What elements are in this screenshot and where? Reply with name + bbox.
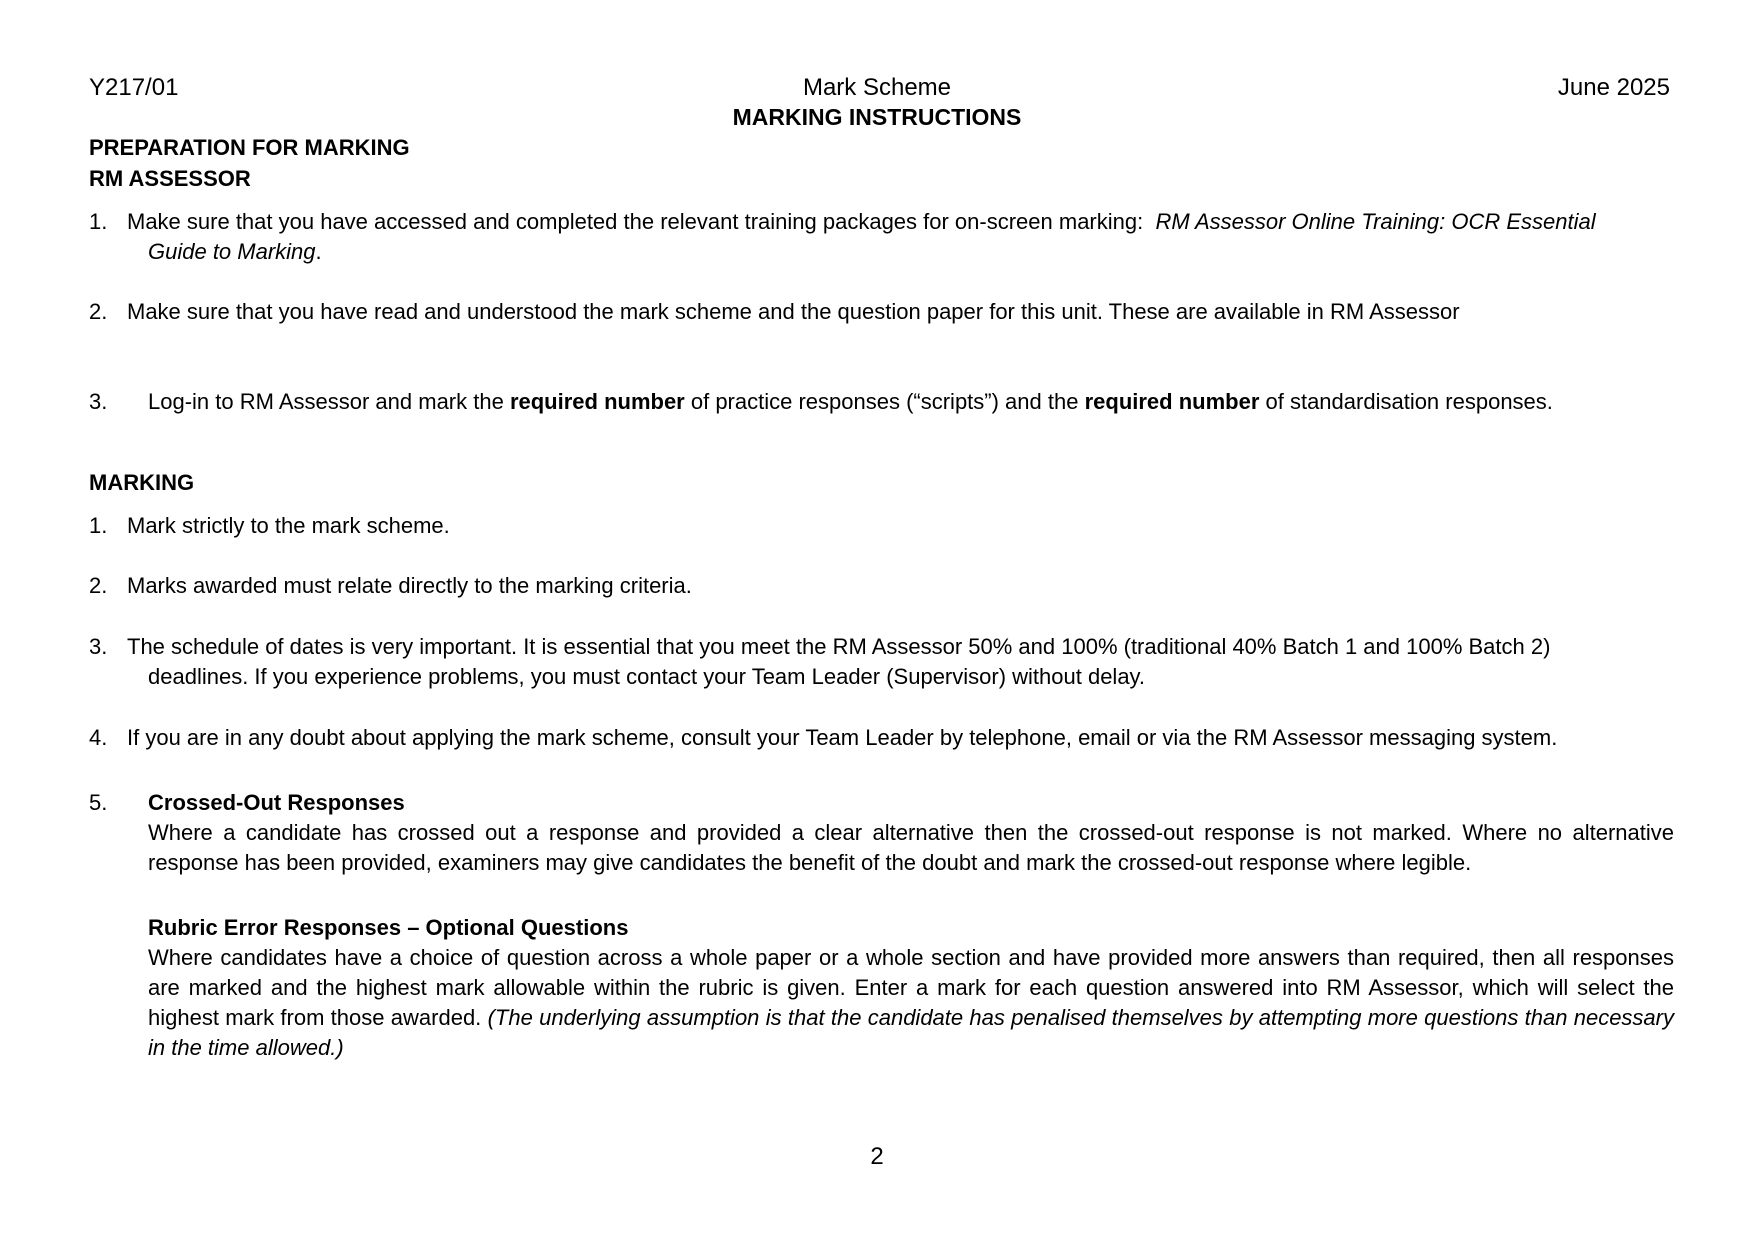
item-number: 2. [89,299,108,324]
item-text: If you are in any doubt about applying the mark scheme, consult your Team Leader by telephone, email or via the RM Assessor messaging system. [127,725,1558,750]
rm-assessor-heading: RM ASSESSOR [89,166,251,191]
item-italic-text-cont: Guide to Marking [148,239,316,264]
document-title: Mark Scheme [802,74,952,101]
item-text: Log-in to RM Assessor and mark the [148,389,510,414]
item-number: 5. [89,790,108,815]
item-text: Mark strictly to the mark scheme. [127,513,450,538]
item-text: of practice responses (“scripts”) and the [684,389,1085,414]
rubric-text: Where candidates have a choice of question across a whole paper or a whole section and have provided more answers than required, then all responses are marked and the highest mark allowable within the rubric is given. Enter a mark for each question answered into RM Assessor, which will select the highest mark from those awarded. [148,945,1674,1030]
item-number: 1. [89,209,108,234]
item-italic-text: RM Assessor Online Training: OCR Essential [1155,209,1596,234]
marking-item-2 [89,571,1674,601]
item-end: . [315,239,322,264]
marking-item-3 [89,632,1674,692]
crossed-out-heading: Crossed-Out Responses [148,790,405,815]
rubric-italic-text: (The underlying assumption is that the candidate has penalised themselves by attempting more questions than necessary in the time allowed.) [148,1005,1674,1060]
item-text: Marks awarded must relate directly to the marking criteria. [127,573,692,598]
main-title: MARKING INSTRUCTIONS [732,104,1022,130]
item-text: The schedule of dates is very important. It is essential that you meet the RM Assessor 50% and 100% (traditional 40% Batch 1 and 100% Batch 2) [127,634,1551,659]
prep-item-1 [89,207,1674,267]
item-number: 3. [89,634,108,659]
page-number: 2 [870,1143,884,1170]
item-bold-text: required number [1084,389,1260,414]
rubric-error-responses [148,913,1674,1063]
item-number: 4. [89,725,108,750]
rubric-heading: Rubric Error Responses – Optional Questions [148,915,629,940]
prep-item-2 [89,297,1674,327]
item-bold-text: required number [509,389,685,414]
marking-item-4 [89,723,1674,753]
item-text: of standardisation responses. [1259,389,1553,414]
crossed-out-text: Where a candidate has crossed out a response and provided a clear alternative then the crossed-out response is not marked. Where no alternative response has been provided, examiners may give candidates the benefit of the doubt and mark the crossed-out response where legible. [148,820,1674,875]
item-number: 1. [89,513,108,538]
document-date: June 2025 [1557,74,1670,101]
prep-item-3 [89,387,1674,417]
item-text-cont: deadlines. If you experience problems, you must contact your Team Leader (Supervisor) without delay. [148,664,1146,689]
item-text: Make sure that you have accessed and completed the relevant training packages for on-screen marking: [127,209,1144,234]
item-text: Make sure that you have read and understood the mark scheme and the question paper for this unit. These are available in RM Assessor [127,299,1460,324]
document-code: Y217/01 [89,74,179,101]
marking-item-1 [89,511,1674,541]
item-number: 2. [89,573,108,598]
preparation-heading: PREPARATION FOR MARKING [89,135,410,160]
item-number: 3. [89,389,108,414]
crossed-out-responses [148,788,1674,878]
marking-heading: MARKING [89,470,195,495]
